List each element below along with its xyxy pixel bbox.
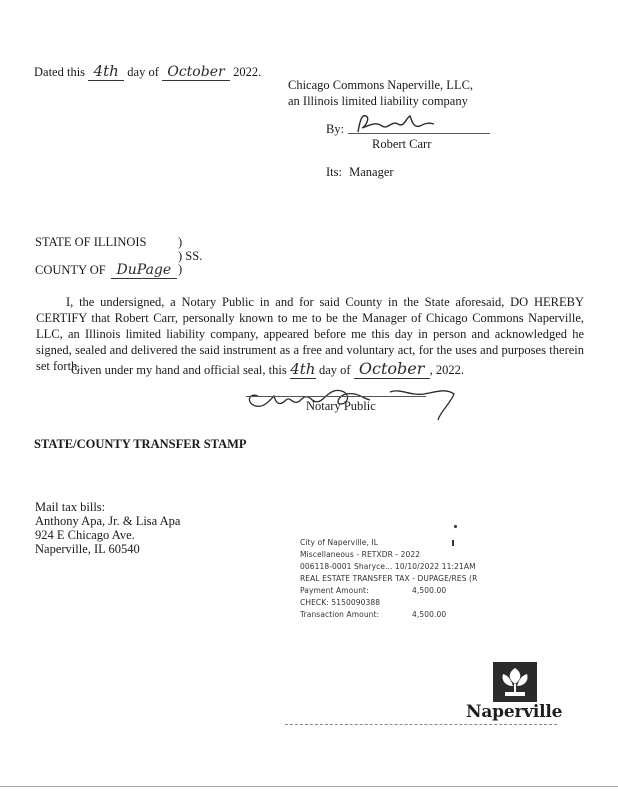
receipt-line-1: City of Naperville, IL xyxy=(300,538,379,547)
venue-paren-3: ) xyxy=(178,262,183,276)
receipt-line-4: REAL ESTATE TRANSFER TAX - DUPAGE/RES (R xyxy=(300,574,478,583)
company-type: an Illinois limited liability company xyxy=(288,94,468,108)
dated-year: 2022. xyxy=(233,65,262,79)
manager-signature-line xyxy=(348,133,490,134)
dated-line xyxy=(34,62,261,81)
naperville-logo-icon xyxy=(493,662,537,702)
county-label: COUNTY OF xyxy=(35,263,106,277)
manager-name: Robert Carr xyxy=(372,137,432,151)
given-middle: day of xyxy=(318,363,351,377)
scan-bottom-line xyxy=(0,786,618,787)
given-day: 4th xyxy=(290,360,316,378)
receipt-transaction-label: Transaction Amount: xyxy=(300,610,380,619)
mail-tax-name: Anthony Apa, Jr. & Lisa Apa xyxy=(35,514,181,528)
notary-signature-line xyxy=(246,396,426,397)
receipt-line-3: 006118-0001 Sharyce... 10/10/2022 11:21AM xyxy=(300,562,476,571)
receipt-transaction-value: 4,500.00 xyxy=(412,610,447,619)
given-year: , 2022. xyxy=(429,363,465,377)
company-name: Chicago Commons Naperville, LLC, xyxy=(288,78,474,92)
receipt-check: CHECK: 5150090388 xyxy=(300,598,381,607)
certification-text: I, the undersigned, a Notary Public in and for said County in the State aforesaid, DO HEREBY CERTIFY that Robert Carr, personally known to me to be the Manager of Chicago Commons Naperville, LLC, an Illinois limited liability company, appeared before me this day in person and acknowledged he signed, sealed and delivered the said instrument as a free and voluntary act, for the uses and purposes therein set forth. xyxy=(36,295,584,373)
naperville-logo-text: Naperville xyxy=(466,702,563,722)
transfer-stamp-heading: STATE/COUNTY TRANSFER STAMP xyxy=(34,437,247,451)
its-title: Manager xyxy=(349,165,394,179)
dated-middle: day of xyxy=(127,65,159,79)
county-value: DuPage xyxy=(111,262,177,279)
given-month: October xyxy=(354,359,430,379)
transfer-tax-receipt xyxy=(300,537,477,621)
its-label: Its: xyxy=(326,165,342,179)
receipt-payment-label: Payment Amount: xyxy=(300,586,369,595)
receipt-transaction-row xyxy=(300,609,477,621)
by-label: By: xyxy=(326,122,345,136)
scan-mark xyxy=(452,540,454,546)
logo-dash-line xyxy=(285,724,557,725)
receipt-payment-value: 4,500.00 xyxy=(412,586,447,595)
receipt-payment-row xyxy=(300,585,477,597)
receipt-line-2: Miscellaneous - RETXDR - 2022 xyxy=(300,550,421,559)
its-line xyxy=(326,165,394,180)
state-label: STATE OF ILLINOIS xyxy=(35,235,147,249)
mail-tax-city: Naperville, IL 60540 xyxy=(35,542,140,556)
mail-tax-label: Mail tax bills: xyxy=(35,500,106,514)
dated-prefix: Dated this xyxy=(34,65,86,79)
dated-day: 4th xyxy=(88,62,124,81)
mail-tax-street: 924 E Chicago Ave. xyxy=(35,528,135,542)
given-prefix: Given under my hand and official seal, this xyxy=(71,363,287,377)
notary-label: Notary Public xyxy=(306,399,376,413)
dated-month: October xyxy=(162,64,230,81)
scan-mark xyxy=(454,525,457,528)
venue-paren-1: ) xyxy=(178,235,183,249)
venue-ss: ) SS. xyxy=(178,249,203,263)
county-line xyxy=(35,262,177,279)
